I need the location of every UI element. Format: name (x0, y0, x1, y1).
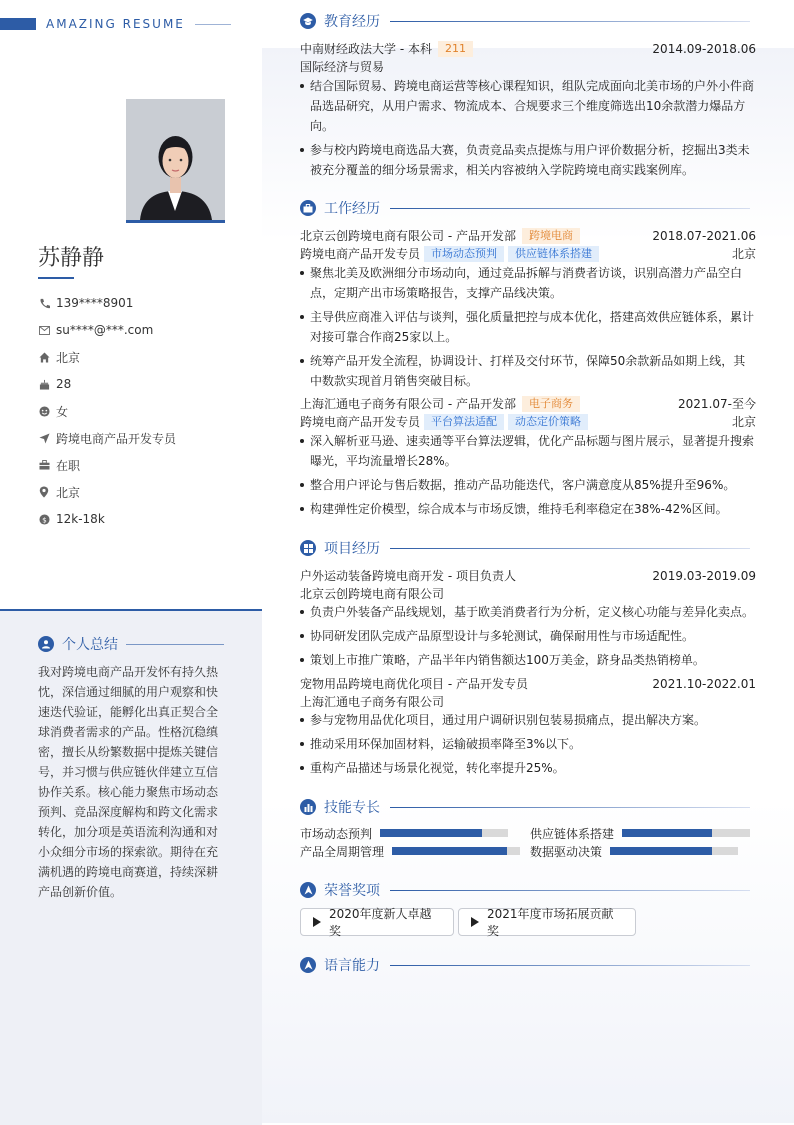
brand-text: AMAZING RESUME (46, 17, 185, 31)
education-header (300, 11, 750, 31)
info-email (38, 321, 238, 339)
honors-header (300, 880, 750, 900)
svg-text:$: $ (41, 514, 47, 524)
job-city: 北京 (731, 415, 756, 429)
info-city (38, 348, 238, 366)
info-text: su****@***.com (56, 323, 154, 337)
skill-name: 市场动态预判 (300, 826, 373, 841)
section-divider (390, 208, 750, 209)
skill-item (300, 843, 520, 859)
info-age (38, 375, 238, 393)
job-company-row (300, 395, 756, 412)
graduation-cap-icon (300, 13, 316, 29)
skill-bar-fill (392, 847, 507, 855)
job-company: 北京云创跨境电商有限公司 - 产品开发部 (300, 229, 516, 243)
briefcase-icon (300, 200, 316, 216)
education-row (300, 40, 756, 57)
section-divider (390, 21, 750, 22)
info-position (38, 429, 238, 447)
skill-bar (622, 829, 750, 837)
education-date: 2014.09-2018.06 (652, 41, 756, 56)
skill-name: 供应链体系搭建 (530, 826, 615, 841)
name-underline (38, 277, 74, 279)
skill-bar-fill (622, 829, 712, 837)
profile-photo (126, 99, 225, 223)
project-row (300, 675, 756, 692)
info-gender (38, 402, 238, 420)
industry-tag: 电子商务 (522, 396, 580, 412)
project-date: 2021.10-2022.01 (652, 676, 756, 691)
project-date: 2019.03-2019.09 (652, 568, 756, 583)
section-divider (390, 548, 750, 549)
info-phone (38, 294, 238, 312)
info-text: 北京 (56, 485, 81, 500)
education-bullet: 结合国际贸易、跨境电商运营等核心课程知识，组队完成面向北美市场的户外小件商品选品研究，从用户需求、物流成本、合规要求三个维度筛选出10余款潜力爆品方向。 (300, 76, 756, 136)
project-bullet: 负责户外装备产品线规划，基于欧美消费者行为分析，定义核心功能与差异化卖点。 (300, 602, 756, 622)
job-bullet: 主导供应商准入评估与谈判，强化质量把控与成本优化，搭建高效供应链体系，累计对接可靠合作商25家以上。 (300, 307, 756, 347)
job-company: 上海汇通电子商务有限公司 - 产品开发部 (300, 397, 516, 411)
info-text: 跨境电商产品开发专员 (56, 431, 177, 446)
award-badge (300, 908, 454, 936)
summary-divider (126, 644, 224, 645)
candidate-name: 苏静静 (38, 246, 105, 271)
job-date: 2018.07-2021.06 (652, 228, 756, 243)
skill-tag: 动态定价策略 (508, 414, 588, 430)
education-bullet: 参与校内跨境电商选品大赛，负责竞品卖点提炼与用户评价数据分析，挖掘出3类未被充分覆盖的细分场景需求，相关内容被纳入学院跨境电商实践案例库。 (300, 140, 756, 180)
email-icon (38, 324, 50, 336)
education-major (300, 58, 756, 75)
job-bullet: 聚焦北美及欧洲细分市场动向，通过竞品拆解与消费者访谈，识别高潜力产品空白点，定期产出市场策略报告，支撑产品线决策。 (300, 263, 756, 303)
job-company-row (300, 227, 756, 244)
info-text: 28 (56, 377, 72, 391)
skill-name: 产品全周期管理 (300, 844, 385, 859)
project-bullet: 重构产品描述与场景化视觉，转化率提升25%。 (300, 758, 756, 778)
honors-title: 荣誉奖项 (324, 883, 380, 899)
skill-bar (392, 847, 520, 855)
work-title: 工作经历 (324, 201, 380, 217)
project-bullet: 参与宠物用品优化项目，通过用户调研识别包装易损痛点，提出解决方案。 (300, 710, 756, 730)
skill-bar-fill (380, 829, 482, 837)
projects-header (300, 538, 750, 558)
skill-bar-fill (610, 847, 712, 855)
project-bullet: 协同研发团队完成产品原型设计与多轮测试，确保耐用性与市场适配性。 (300, 626, 756, 646)
brand-bar (0, 18, 36, 30)
languages-title: 语言能力 (324, 958, 380, 974)
major-text: 国际经济与贸易 (300, 60, 385, 74)
info-text: 北京 (56, 350, 81, 365)
cake-icon (38, 378, 50, 390)
project-company-row (300, 693, 756, 710)
job-bullet: 深入解析亚马逊、速卖通等平台算法逻辑，优化产品标题与图片展示，显著提升搜索曝光，平均流量增长28%。 (300, 431, 756, 471)
skill-tag: 平台算法适配 (424, 414, 504, 430)
brand-header (0, 16, 231, 32)
info-text: 12k-18k (56, 512, 105, 526)
project-company: 上海汇通电子商务有限公司 (300, 695, 445, 709)
briefcase-icon (38, 459, 50, 471)
skill-item (530, 825, 750, 841)
info-text: 女 (56, 404, 69, 419)
send-icon (38, 432, 50, 444)
portrait-illustration (126, 99, 225, 220)
info-text: 在职 (56, 458, 81, 473)
skills-title: 技能专长 (324, 800, 380, 816)
summary-header (38, 634, 224, 654)
summary-text: 我对跨境电商产品开发怀有持久热忱，深信通过细腻的用户观察和快速迭代验证，能孵化出真正契合全球消费者需求的产品。性格沉稳缜密，擅长从纷繁数据中提炼关键信号，并习惯与供应链伙伴建立互信协作关系。核心能力聚焦市场动态预判、竞品深度解构和跨文化需求转化，加分项是英语流利沟通和对小众细分市场的探索欲。期待在充满机遇的跨境电商赛道，持续深耕产品创新价值。 (38, 665, 219, 899)
award-text: 2021年度市场拓展贡献奖 (487, 907, 614, 938)
award-badge (458, 908, 636, 936)
play-icon (313, 917, 321, 927)
info-location (38, 483, 238, 501)
skill-bar (610, 847, 738, 855)
education-school: 中南财经政法大学 - 本科 (300, 42, 432, 56)
award-text: 2020年度新人卓越奖 (329, 907, 432, 938)
salary-icon (38, 513, 50, 525)
work-header (300, 198, 750, 218)
job-position-row (300, 245, 756, 262)
skill-name: 数据驱动决策 (530, 844, 603, 859)
info-salary (38, 510, 238, 528)
languages-header (300, 955, 750, 975)
location-icon (38, 486, 50, 498)
project-company-row (300, 585, 756, 602)
job-position: 跨境电商产品开发专员 (300, 247, 421, 261)
education-title: 教育经历 (324, 14, 380, 30)
project-name: 户外运动装备跨境电商开发 - 项目负责人 (300, 569, 516, 583)
project-company: 北京云创跨境电商有限公司 (300, 587, 445, 601)
user-icon (38, 636, 54, 652)
language-icon (300, 957, 316, 973)
job-bullet: 构建弹性定价模型，综合成本与市场反馈，维持毛利率稳定在38%-42%区间。 (300, 499, 756, 519)
project-bullet: 推动采用环保加固材料，运输破损率降至3%以下。 (300, 734, 756, 754)
section-divider (390, 807, 750, 808)
summary-title: 个人总结 (62, 637, 118, 653)
skills-header (300, 797, 750, 817)
grid-icon (300, 540, 316, 556)
project-row (300, 567, 756, 584)
job-bullet: 统筹产品开发全流程，协调设计、打样及交付环节，保障50余款新品如期上线，其中数款实现首月销售突破目标。 (300, 351, 756, 391)
skill-tag: 市场动态预判 (424, 246, 504, 262)
section-divider (390, 965, 750, 966)
home-icon (38, 351, 50, 363)
info-text: 139****8901 (56, 296, 134, 310)
job-position: 跨境电商产品开发专员 (300, 415, 421, 429)
project-bullet: 策划上市推广策略，产品半年内销售额达100万美金，跻身品类热销榜单。 (300, 650, 756, 670)
skill-item (530, 843, 738, 859)
phone-icon (38, 297, 50, 309)
award-icon (300, 882, 316, 898)
info-status (38, 456, 238, 474)
skill-bar (380, 829, 508, 837)
industry-tag: 跨境电商 (522, 228, 580, 244)
project-name: 宠物用品跨境电商优化项目 - 产品开发专员 (300, 677, 528, 691)
bar-chart-icon (300, 799, 316, 815)
play-icon (471, 917, 479, 927)
brand-divider (195, 24, 231, 25)
job-date: 2021.07-至今 (678, 397, 756, 411)
skill-tag: 供应链体系搭建 (508, 246, 599, 262)
job-position-row (300, 413, 756, 430)
skill-item (300, 825, 508, 841)
school-tag: 211 (438, 41, 473, 57)
job-bullet: 整合用户评论与售后数据，推动产品功能迭代，客户满意度从85%提升至96%。 (300, 475, 756, 495)
job-city: 北京 (731, 247, 756, 261)
gender-icon (38, 405, 50, 417)
projects-title: 项目经历 (324, 541, 380, 557)
section-divider (390, 890, 750, 891)
